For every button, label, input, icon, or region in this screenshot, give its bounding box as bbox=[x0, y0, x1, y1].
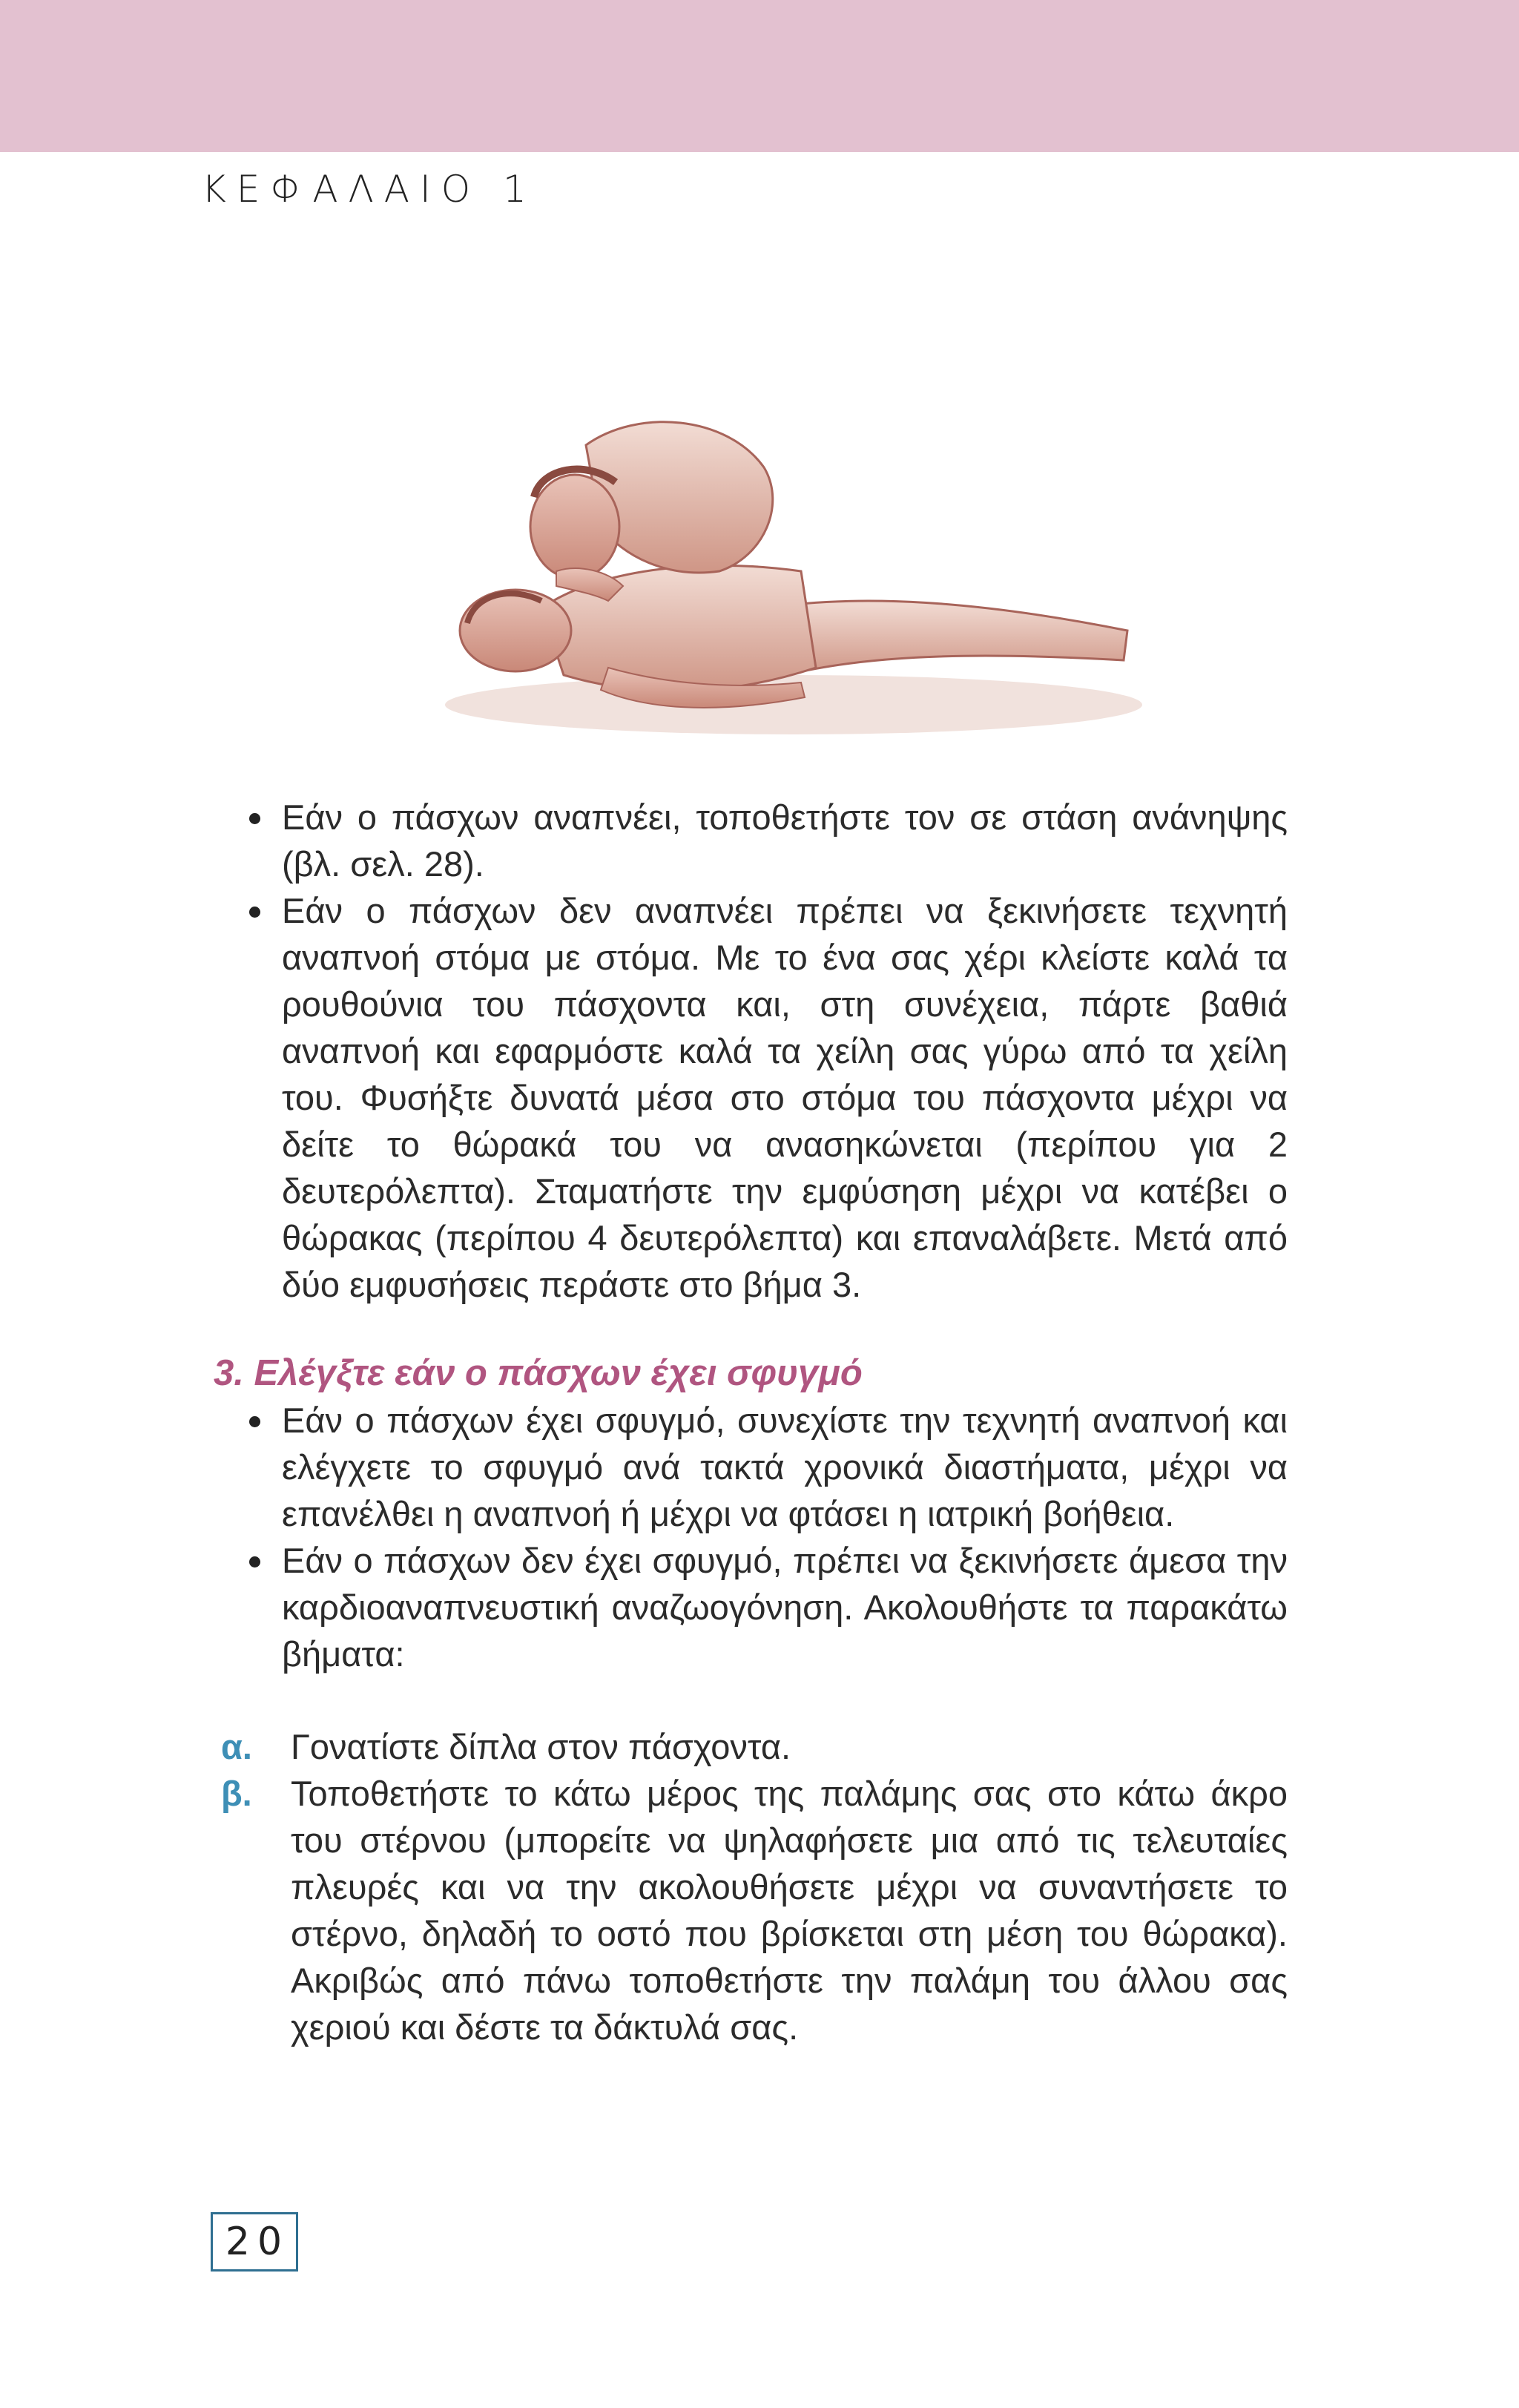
page-number: 20 bbox=[211, 2212, 298, 2272]
bullet-icon bbox=[249, 907, 260, 918]
step-item bbox=[214, 1723, 1288, 1770]
main-text bbox=[214, 794, 1288, 2050]
step-letter: α. bbox=[221, 1727, 252, 1766]
list-item: Εάν ο πάσχων δεν αναπνέει πρέπει να ξεκινήσετε τεχνητή αναπνοή στόμα με στόμα. Με το ένα σας χέρι κλείστε καλά τα ρουθούνια του πάσχοντα και, στη συνέχεια, πάρτε βαθιά αναπνοή και εφαρμόστε καλά τα χείλη σας γύρω από τα χείλη του. Φυσήξτε δυνατά μέσα στο στόμα του πάσχοντα μέχρι να δείτε το θώρακά του να ανασηκώνεται (περίπου για 2 δευτερόλεπτα). Σταματήστε την εμφύσηση μέχρι να κατέβει ο θώρακας (περίπου 4 δευτερόλεπτα) και επαναλάβετε. Μετά από δύο εμφυσήσεις περάστε στο βήμα 3. bbox=[214, 887, 1288, 1308]
list-item: Εάν ο πάσχων έχει σφυγμό, συνεχίστε την τεχνητή αναπνοή και ελέγχετε το σφυγμό ανά τακτά χρονικά διαστήματα, μέχρι να επανέλθει η αναπνοή ή μέχρι να φτάσει η ιατρική βοήθεια. bbox=[214, 1397, 1288, 1537]
step-letter: β. bbox=[221, 1774, 252, 1813]
step-text: Τοποθετήστε το κάτω μέρος της παλάμης σας στο κάτω άκρο του στέρνου (μπορείτε να ψηλαφήσετε μια από τις τελευταίες πλευρές και να την ακολουθήσετε μέχρι να συναντήσετε το στέρνο, δηλαδή το οστό που βρίσκεται στη μέση του θώρακα). Ακριβώς από πάνω τοποθετήστε την παλάμη του άλλου σας χεριού και δέστε τα δάκτυλά σας. bbox=[291, 1774, 1288, 2047]
bullet-icon bbox=[249, 1416, 260, 1427]
step-item bbox=[214, 1770, 1288, 2050]
section-heading: 3. Ελέγξτε εάν ο πάσχων έχει σφυγμό bbox=[214, 1353, 863, 1393]
step-text: Γονατίστε δίπλα στον πάσχοντα. bbox=[291, 1727, 791, 1766]
bullet-icon bbox=[249, 1556, 260, 1567]
chapter-title: ΚΕΦΑΛΑΙΟ 1 bbox=[202, 168, 537, 211]
bullet-icon bbox=[249, 813, 260, 824]
list-item: Εάν ο πάσχων αναπνέει, τοποθετήστε τον σε στάση ανάνηψης (βλ. σελ. 28). bbox=[214, 794, 1288, 887]
top-color-band bbox=[0, 0, 1519, 152]
list-item: Εάν ο πάσχων δεν έχει σφυγμό, πρέπει να ξεκινήσετε άμεσα την καρδιοαναπνευστική αναζωογόνηση. Ακολουθήστε τα παρακάτω βήματα: bbox=[214, 1537, 1288, 1677]
cpr-mouth-to-mouth-illustration-icon bbox=[415, 386, 1142, 757]
